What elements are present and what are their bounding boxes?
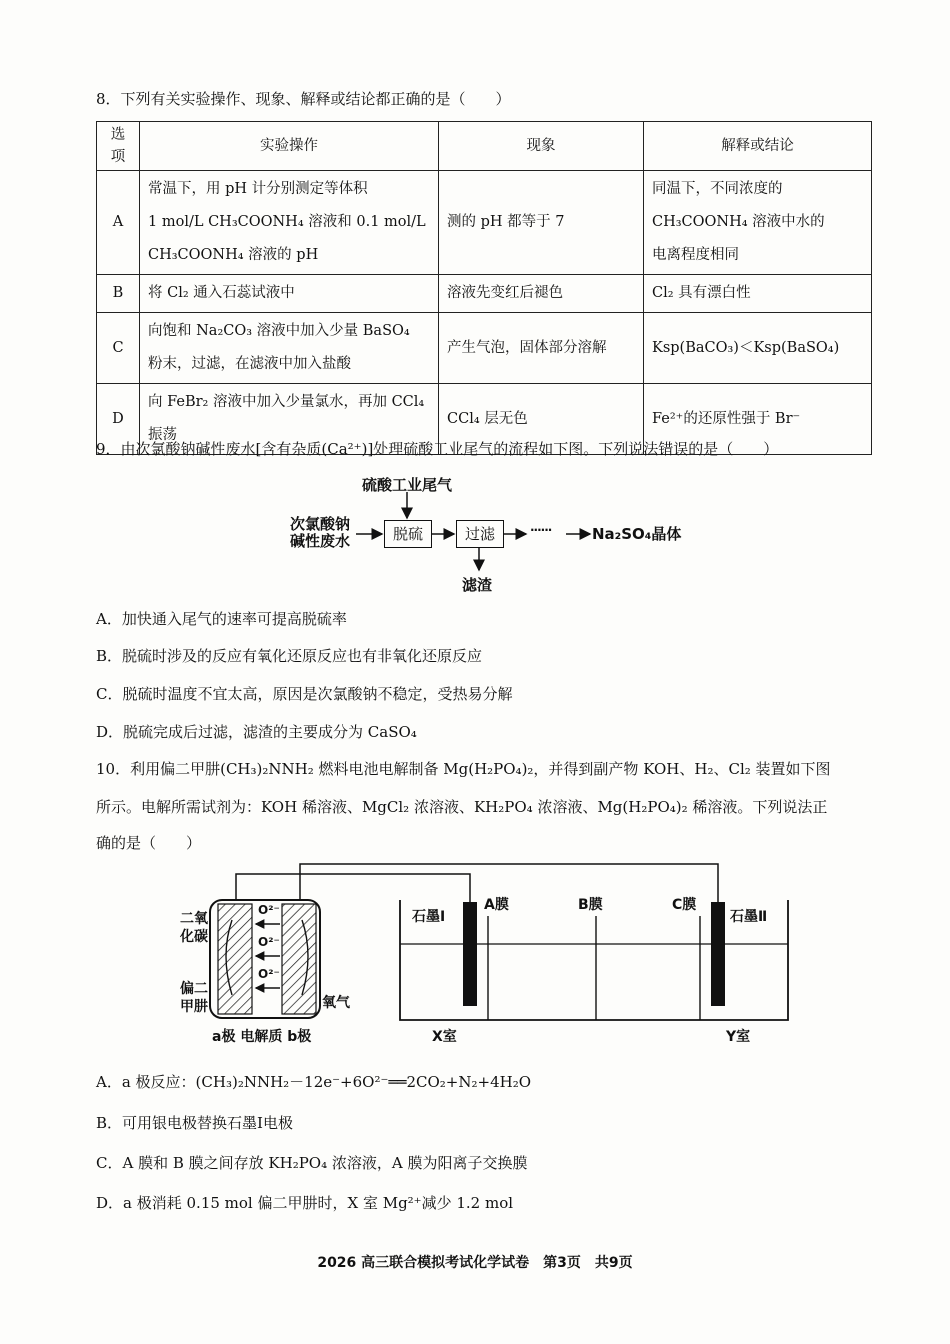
row-phenomenon: 测的 pH 都等于 7: [439, 171, 644, 275]
flow-arrows: [280, 490, 620, 580]
row-conclusion: Cl₂ 具有漂白性: [644, 275, 872, 313]
label-line: 偏二: [180, 981, 208, 997]
header-operation: 实验操作: [140, 122, 439, 171]
q10-option-b: B．可用银电极替换石墨Ⅰ电极: [96, 1114, 293, 1132]
row-phenomenon: 溶液先变红后褪色: [439, 275, 644, 313]
flow-dots: ······: [530, 523, 552, 537]
apparatus-drawing: [170, 860, 800, 1050]
flow-box-filter: 过滤: [456, 520, 504, 548]
cell-line: 粉末，过滤，在滤液中加入盐酸: [148, 356, 351, 372]
header-phenomenon: 现象: [439, 122, 644, 171]
flow-residue: 滤渣: [462, 576, 493, 594]
q8-table: [96, 121, 872, 455]
label-room-x: X室: [432, 1029, 457, 1045]
label-carbon-dioxide: [180, 910, 208, 946]
label-ion-2: O²⁻: [258, 935, 280, 949]
row-option: B: [97, 275, 140, 313]
row-conclusion: Ksp(BaCO₃)＜Ksp(BaSO₄): [644, 313, 872, 384]
q8-title: 8．下列有关实验操作、现象、解释或结论都正确的是（ ）: [96, 90, 511, 108]
label-line: 甲肼: [180, 999, 208, 1015]
label-membrane-c: C膜: [672, 897, 697, 913]
label-graphite-1: 石墨Ⅰ: [412, 909, 446, 925]
row-option: D: [97, 384, 140, 455]
label-line: 化碳: [180, 929, 208, 945]
q10-option-a: A．a 极反应：(CH₃)₂NNH₂－12e⁻+6O²⁻══2CO₂+N₂+4H₂O: [96, 1073, 532, 1091]
label-fuel: [180, 980, 208, 1016]
cell-line: CH₃COONH₄ 溶液中水的: [652, 214, 825, 230]
table-row: [97, 275, 872, 313]
table-row: [97, 171, 872, 275]
flow-left-line: 次氯酸钠: [290, 515, 351, 533]
q9-option-c: C．脱硫时温度不宜太高，原因是次氯酸钠不稳定，受热易分解: [96, 685, 513, 703]
row-phenomenon: CCl₄ 层无色: [439, 384, 644, 455]
cell-line: 电离程度相同: [652, 247, 739, 263]
row-conclusion: Fe²⁺的还原性强于 Br⁻: [644, 384, 872, 455]
cell-line: 常温下，用 pH 计分别测定等体积: [148, 181, 368, 197]
label-membrane-b: B膜: [578, 897, 603, 913]
row-option: C: [97, 313, 140, 384]
page-footer: 2026 高三联合模拟考试化学试卷 第3页 共9页: [317, 1255, 633, 1271]
header-conclusion: 解释或结论: [644, 122, 872, 171]
q10-title-line-1: 10．利用偏二甲肼(CH₃)₂NNH₂ 燃料电池电解制备 Mg(H₂PO₄)₂，并得到副产物 KOH、H₂、Cl₂ 装置如下图: [96, 760, 831, 778]
table-row: [97, 313, 872, 384]
cell-line: CH₃COONH₄ 溶液的 pH: [148, 247, 319, 263]
q10-option-d: D．a 极消耗 0.15 mol 偏二甲肼时，X 室 Mg²⁺减少 1.2 mol: [96, 1194, 514, 1212]
cell-line: 向 FeBr₂ 溶液中加入少量氯水，再加 CCl₄: [148, 394, 425, 410]
label-graphite-2: 石墨Ⅱ: [730, 909, 768, 925]
label-room-y: Y室: [726, 1029, 751, 1045]
q9-option-a: A．加快通入尾气的速率可提高脱硫率: [96, 610, 347, 628]
label-ion-3: O²⁻: [258, 967, 280, 981]
cell-line: 振荡: [148, 427, 177, 443]
header-option: 选项: [97, 122, 140, 171]
label-membrane-a: A膜: [484, 897, 509, 913]
q10-option-c: C．A 膜和 B 膜之间存放 KH₂PO₄ 浓溶液，A 膜为阳离子交换膜: [96, 1154, 528, 1172]
flow-left-line: 碱性废水: [290, 532, 351, 550]
q9-option-b: B．脱硫时涉及的反应有氧化还原反应也有非氧化还原反应: [96, 647, 483, 665]
label-electrodes: a极 电解质 b极: [212, 1029, 312, 1045]
cell-line: 同温下，不同浓度的: [652, 181, 783, 197]
label-ion-1: O²⁻: [258, 903, 280, 917]
row-option: A: [97, 171, 140, 275]
row-operation: [140, 171, 439, 275]
q9-option-d: D．脱硫完成后过滤，滤渣的主要成分为 CaSO₄: [96, 723, 417, 741]
q10-title-line-2: 所示。电解所需试剂为：KOH 稀溶液、MgCl₂ 浓溶液、KH₂PO₄ 浓溶液、Mg(H₂PO₄)₂ 稀溶液。下列说法正: [96, 798, 828, 816]
q9-title: 9．由次氯酸钠碱性废水[含有杂质(Ca²⁺)]处理硫酸工业尾气的流程如下图。下列说法错误的是（ ）: [96, 440, 779, 458]
flow-box-desulfurize: 脱硫: [384, 520, 432, 548]
row-operation: [140, 313, 439, 384]
cell-line: 1 mol/L CH₃COONH₄ 溶液和 0.1 mol/L: [148, 214, 426, 230]
row-phenomenon: 产生气泡，固体部分溶解: [439, 313, 644, 384]
flow-product: Na₂SO₄晶体: [592, 525, 682, 543]
row-operation: 将 Cl₂ 通入石蕊试液中: [140, 275, 439, 313]
cell-line: 向饱和 Na₂CO₃ 溶液中加入少量 BaSO₄: [148, 323, 410, 339]
q10-title-line-3: 确的是（ ）: [96, 834, 202, 852]
label-line: 二氧: [180, 911, 208, 927]
table-header-row: [97, 122, 872, 171]
label-oxygen: 氧气: [322, 995, 350, 1011]
row-conclusion: [644, 171, 872, 275]
flow-top-input: 硫酸工业尾气: [362, 476, 453, 494]
